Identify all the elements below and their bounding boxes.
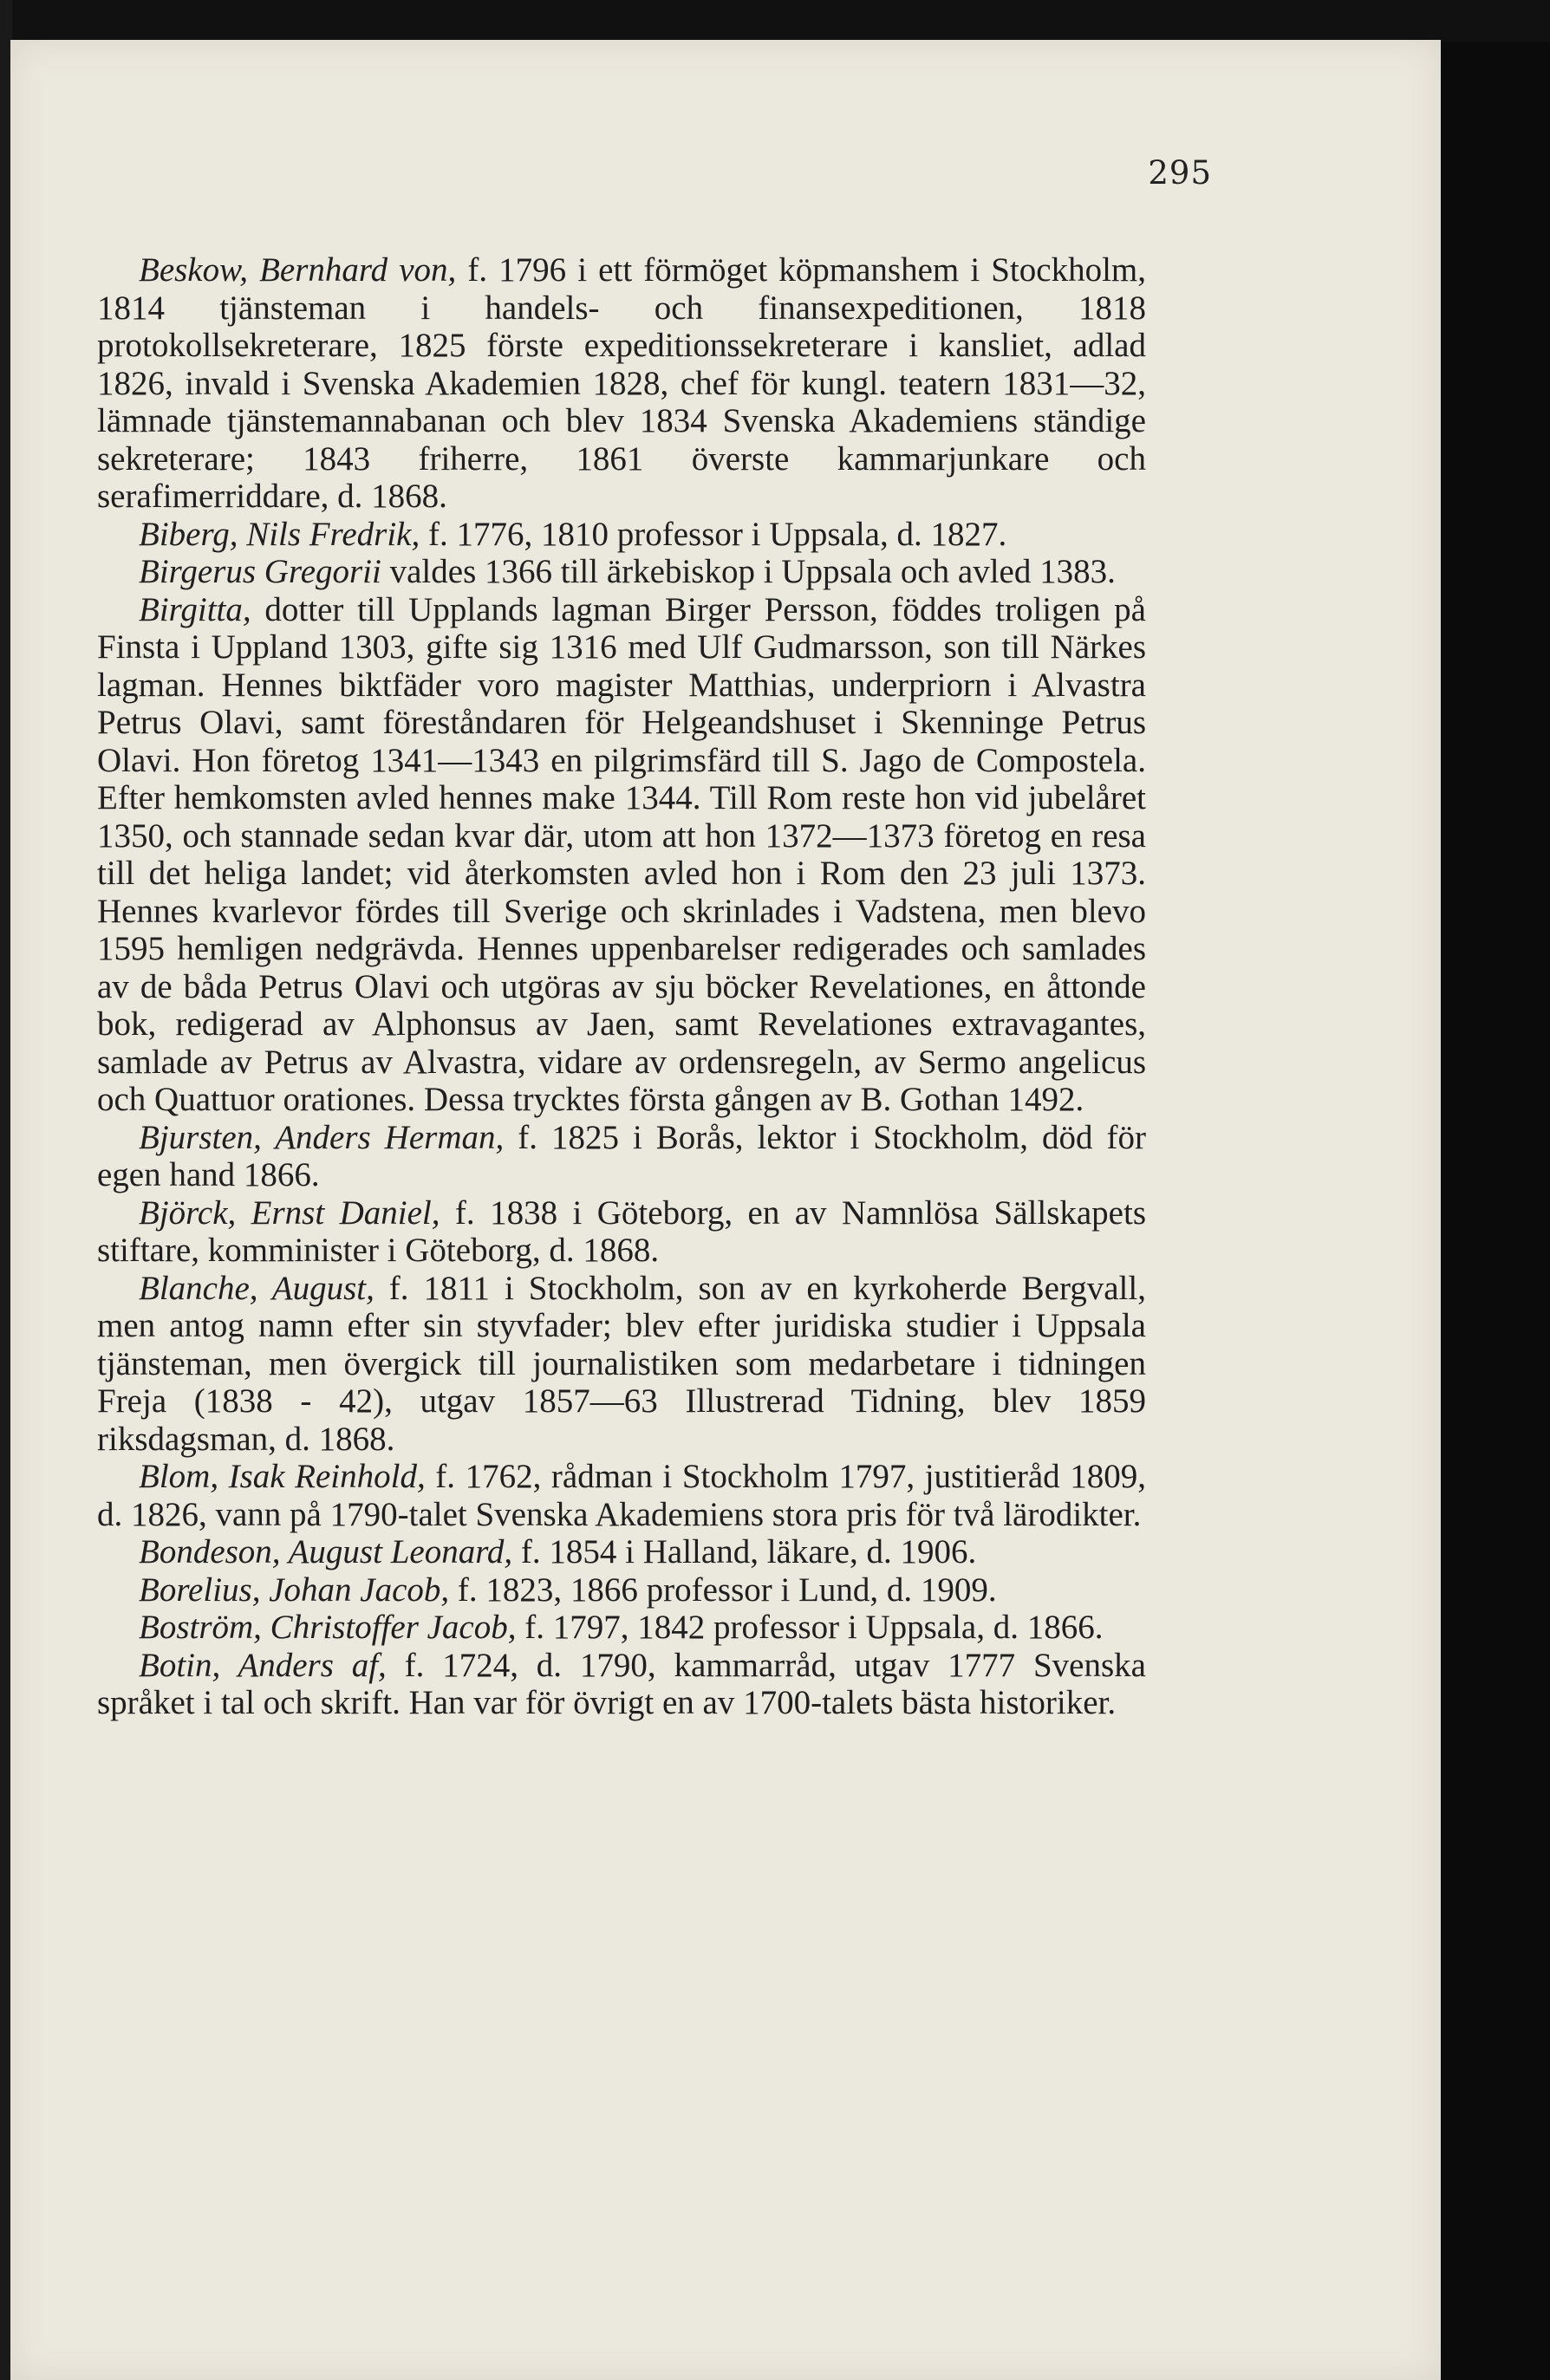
entry-body: valdes 1366 till ärkebiskop i Uppsala och avled 1383.: [381, 553, 1116, 590]
entry-biberg: [97, 516, 1146, 554]
entry-body: f. 1823, 1866 professor i Lund, d. 1909.: [449, 1570, 997, 1609]
entry-borelius: [97, 1571, 1146, 1609]
entry-bondeson: [97, 1533, 1146, 1571]
entry-body: f. 1762, rådman i Stockholm 1797, justitieråd 1809, d. 1826, vann på 1790-talet Svenska Akademiens stora pris för två lärodikter.: [97, 1458, 1146, 1533]
entry-headword: Beskow, Bernhard von,: [139, 251, 457, 289]
entry-body: f. 1825 i Borås, lektor i Stockholm, död för egen hand 1866.: [97, 1118, 1146, 1193]
text-column: [97, 251, 1146, 1722]
entry-headword: Birgerus Gregorii: [139, 553, 381, 590]
entry-headword: Bondeson, August Leonard,: [139, 1533, 513, 1570]
entry-headword: Botin, Anders af,: [139, 1646, 387, 1684]
entry-body: f. 1811 i Stockholm, son av en kyrkoherde Bergvall, men antog namn efter sin styvfader; blev efter juridiska studier i Uppsala tjänsteman, men övergick till journalistiken som medarbetare i tidningen Freja (1838 - 42), utgav 1857—63 Illustrerad Tidning, blev 1859 riksdagsman, d. 1868.: [97, 1269, 1146, 1458]
entry-bostrom: [97, 1609, 1146, 1647]
entry-headword: Birgitta,: [139, 590, 251, 628]
entry-body: f. 1838 i Göteborg, en av Namnlösa Sällskapets stiftare, komminister i Göteborg, d. 1868.: [97, 1193, 1147, 1269]
entry-headword: Boström, Christoffer Jacob,: [139, 1609, 517, 1646]
scan-border-top: [0, 0, 1550, 42]
page-number: 295: [1148, 154, 1212, 192]
entry-blom: [97, 1458, 1146, 1533]
entry-body: f. 1776, 1810 professor i Uppsala, d. 1827.: [420, 515, 1007, 553]
entry-headword: Björck, Ernst Daniel,: [139, 1193, 440, 1232]
entry-body: f. 1724, d. 1790, kammarråd, utgav 1777 Svenska språket i tal och skrift. Han var för övrigt en av 1700-talets bästa historiker.: [97, 1646, 1146, 1721]
entry-body: f. 1854 i Halland, läkare, d. 1906.: [512, 1533, 977, 1570]
entry-body: dotter till Upplands lagman Birger Persson, föddes troligen på Finsta i Uppland 1303, gifte sig 1316 med Ulf Gudmarsson, son till Närkes lagman. Hennes biktfäder voro magister Matthias, underpriorn i Alvastra Petrus Olavi, samt föreståndaren för Helgeandshuset i Skenninge Petrus Olavi. Hon företog 1341—1343 en pilgrimsfärd till S. Jago de Compostela. Efter hemkomsten avled hennes make 1344. Till Rom reste hon vid jubelåret 1350, och stannade sedan kvar där, utom att hon 1372—1373 företog en resa till det heliga landet; vid återkomsten avled hon i Rom den 23 juli 1373. Hennes kvarlevor fördes till Sverige och skrinlades i Vadstena, men blevo 1595 hemligen nedgrävda. Hennes uppenbarelser redigerades och samlades av de båda Petrus Olavi och utgöras av sju böcker Revelationes, en åttonde bok, redigerad av Alphonsus av Jaen, samt Revelationes extravagantes, samlade av Petrus av Alvastra, vidare av ordensregeln, av Sermo angelicus och Quattuor orationes. Dessa trycktes första gången av B. Gothan 1492.: [97, 590, 1146, 1118]
entry-headword: Bjursten, Anders Herman,: [139, 1118, 505, 1156]
entry-headword: Blom, Isak Reinhold,: [139, 1458, 426, 1495]
entry-beskow: [97, 251, 1146, 516]
entry-blanche: [97, 1270, 1146, 1459]
entry-headword: Borelius, Johan Jacob,: [139, 1570, 450, 1609]
entry-birgitta: [97, 591, 1146, 1119]
entry-bjorck: [97, 1194, 1146, 1270]
entry-headword: Biberg, Nils Fredrik,: [139, 515, 420, 553]
entry-body: f. 1796 i ett förmöget köpmanshem i Stockholm, 1814 tjänsteman i handels- och finansexpeditionen, 1818 protokollsekreterare, 1825 förste expeditionssekreterare i kansliet, adlad 1826, invald i Svenska Akademien 1828, chef för kungl. teatern 1831—32, lämnade tjänstemannabanan och blev 1834 Svenska Akademiens ständige sekreterare; 1843 friherre, 1861 överste kammarjunkare och serafimerriddare, d. 1868.: [97, 251, 1146, 515]
entry-headword: Blanche, August,: [139, 1269, 374, 1307]
entry-body: f. 1797, 1842 professor i Uppsala, d. 1866.: [516, 1609, 1104, 1646]
entry-birgerus: [97, 553, 1146, 591]
entry-botin: [97, 1647, 1146, 1722]
entry-bjursten: [97, 1119, 1146, 1194]
